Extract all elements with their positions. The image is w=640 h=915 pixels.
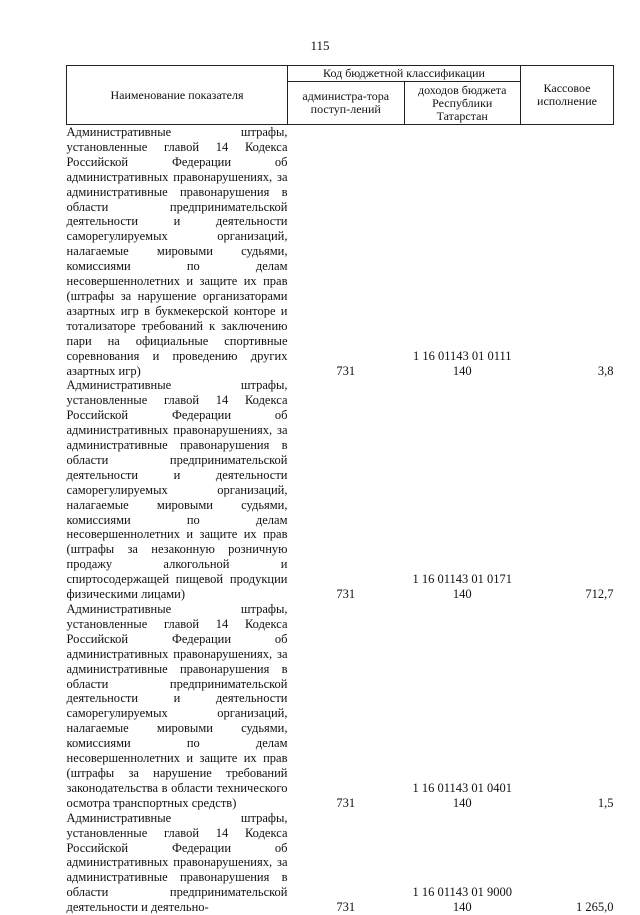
- row-description: Административные штрафы, установленные главой 14 Кодекса Российской Федерации об административных правонарушениях, за административные правонарушения в области предпринимательской деятельности и деятельности саморегулируемых организаций, налагаемые мировыми судьями, комиссиями по делам несовершеннолетних и защите их прав (штрафы за нарушение организаторами азартных игр в букмекерской конторе и тотализаторе требований к заключению пари на официальные спортивные соревнования и проведению других азартных игр): [67, 125, 288, 379]
- header-admin: администра-тора поступ-лений: [288, 82, 405, 125]
- row-admin-code: 731: [288, 125, 405, 379]
- table-row: [67, 378, 614, 602]
- row-description: Административные штрафы, установленные главой 14 Кодекса Российской Федерации об административных правонарушениях, за административные правонарушения в области предпринимательской деятельности и деятельности саморегулируемых организаций, налагаемые мировыми судьями, комиссиями по делам несовершеннолетних и защите их прав (штрафы за незаконную розничную продажу алкогольной и спиртосодержащей пищевой продукции физическими лицами): [67, 378, 288, 602]
- row-income-code: 1 16 01143 01 9000 140: [404, 811, 521, 915]
- header-income: доходов бюджета Республики Татарстан: [404, 82, 521, 125]
- header-row-top: [67, 66, 614, 82]
- header-name: Наименование показателя: [67, 66, 288, 125]
- header-code-group: Код бюджетной классификации: [288, 66, 521, 82]
- row-income-code: 1 16 01143 01 0401 140: [404, 602, 521, 811]
- row-admin-code: 731: [288, 602, 405, 811]
- row-cash: 1 265,0: [521, 811, 614, 915]
- row-income-code: 1 16 01143 01 0111 140: [404, 125, 521, 379]
- row-admin-code: 731: [288, 378, 405, 602]
- table-row: [67, 811, 614, 915]
- row-admin-code: 731: [288, 811, 405, 915]
- row-description: Административные штрафы, установленные главой 14 Кодекса Российской Федерации об административных правонарушениях, за административные правонарушения в области предпринимательской деятельности и деятельно-: [67, 811, 288, 915]
- budget-table: [66, 65, 614, 915]
- row-cash: 3,8: [521, 125, 614, 379]
- table-header: [67, 66, 614, 125]
- page-number: 115: [0, 38, 640, 54]
- row-income-code: 1 16 01143 01 0171 140: [404, 378, 521, 602]
- row-cash: 712,7: [521, 378, 614, 602]
- table-row: [67, 602, 614, 811]
- row-description: Административные штрафы, установленные главой 14 Кодекса Российской Федерации об административных правонарушениях, за административные правонарушения в области предпринимательской деятельности и деятельности саморегулируемых организаций, налагаемые мировыми судьями, комиссиями по делам несовершеннолетних и защите их прав (штрафы за нарушение требований законодательства в области технического осмотра транспортных средств): [67, 602, 288, 811]
- row-cash: 1,5: [521, 602, 614, 811]
- table-row: [67, 125, 614, 379]
- table-body: [67, 125, 614, 915]
- header-cash: Кассовое исполнение: [521, 66, 614, 125]
